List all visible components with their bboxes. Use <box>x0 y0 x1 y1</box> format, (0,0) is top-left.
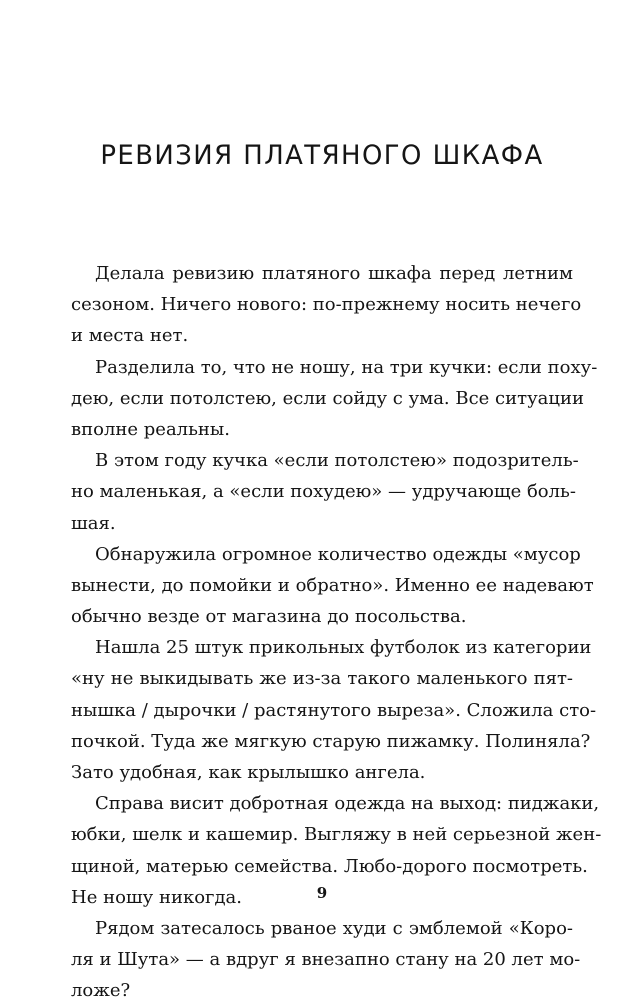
text-line: обычно везде от магазина до посольства. <box>71 606 467 628</box>
text-line: шая. <box>71 512 116 534</box>
text-line: сезоном. Ничего нового: по-прежнему носить нечего <box>71 294 582 316</box>
text-line: Обнаружила огромное количество одежды «мусор <box>95 543 581 565</box>
page-number: 9 <box>316 884 328 902</box>
text-line: Рядом затесалось рваное худи с эмблемой «Коро- <box>95 917 573 939</box>
chapter-title: РЕВИЗИЯ ПЛАТЯНОГО ШКАФА <box>100 140 544 171</box>
text-line: вполне реальны. <box>71 418 230 440</box>
text-line: «ну не выкидывать же из-за такого маленького пят- <box>71 668 573 690</box>
text-line: В этом году кучка «если потолстею» подозритель- <box>95 450 579 472</box>
text-line: вынести, до помойки и обратно». Именно ее надевают <box>71 574 594 596</box>
text-line: Справа висит добротная одежда на выход: пиджаки, <box>95 793 600 815</box>
text-line: но маленькая, а «если похудею» — удручающе боль- <box>71 481 576 503</box>
text-line: Не ношу никогда. <box>71 886 242 908</box>
text-line: и места нет. <box>71 325 189 347</box>
text-line: дею, если потолстею, если сойду с ума. Все ситуации <box>71 387 584 409</box>
text-line: Разделила то, что не ношу, на три кучки: если поху- <box>95 356 598 378</box>
text-line: Нашла 25 штук прикольных футболок из категории <box>95 637 592 659</box>
text-line: ля и Шута» — а вдруг я внезапно стану на 20 лет мо- <box>71 949 581 971</box>
text-line: ложе? <box>71 980 131 1002</box>
text-line: щиной, матерью семейства. Любо-дорого посмотреть. <box>71 855 588 877</box>
text-line: Делала ревизию платяного шкафа перед летним <box>95 263 573 284</box>
text-line: почкой. Туда же мягкую старую пижамку. Полиняла? <box>71 730 591 752</box>
text-line: юбки, шелк и кашемир. Выгляжу в ней серьезной жен- <box>71 824 602 846</box>
text-line: нышка / дырочки / растянутого выреза». Сложила сто- <box>71 699 597 721</box>
text-line: Зато удобная, как крылышко ангела. <box>71 762 426 783</box>
